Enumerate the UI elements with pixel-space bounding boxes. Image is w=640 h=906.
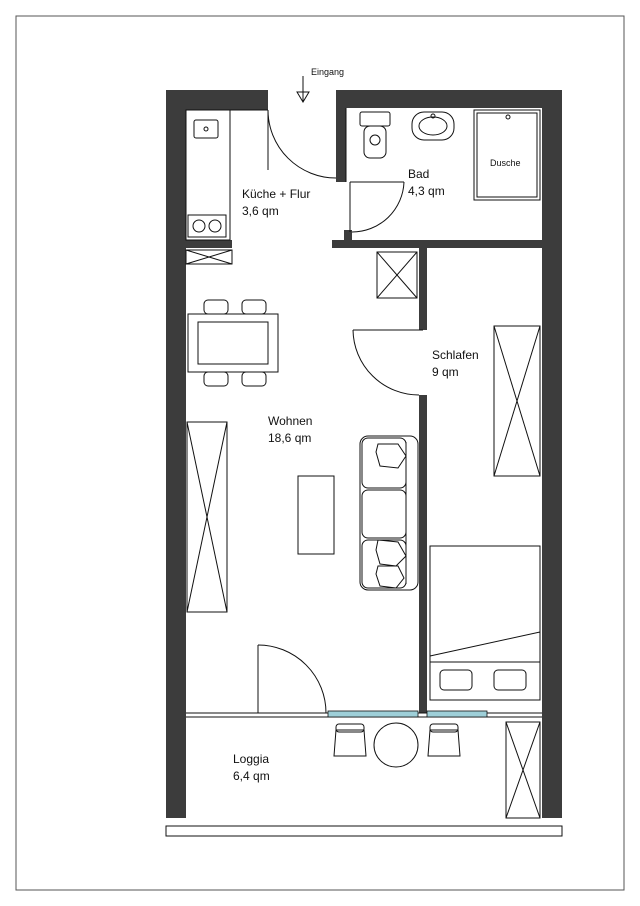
entrance-arrow-icon bbox=[297, 76, 309, 102]
bed bbox=[430, 546, 540, 700]
dining-set bbox=[188, 300, 278, 386]
room-area-wohnen: 18,6 qm bbox=[268, 431, 312, 445]
shower-label: Dusche bbox=[490, 158, 521, 168]
shaft-kitchen bbox=[186, 250, 232, 264]
stove-icon bbox=[188, 215, 226, 237]
wall-bath-corner bbox=[344, 230, 352, 242]
wall-left bbox=[166, 90, 186, 818]
bath-fixtures bbox=[360, 110, 540, 200]
entrance-door-swing bbox=[268, 110, 336, 178]
pillow-icon bbox=[494, 670, 526, 690]
kitchen-counter bbox=[186, 110, 230, 240]
room-name-kueche: Küche + Flur bbox=[242, 187, 311, 201]
bath-door-swing bbox=[352, 182, 404, 232]
wall-right bbox=[542, 90, 562, 818]
chair-icon bbox=[334, 730, 366, 756]
room-name-wohnen: Wohnen bbox=[268, 414, 313, 428]
shaft-bedroom bbox=[377, 252, 417, 298]
entrance-label: Eingang bbox=[311, 67, 345, 77]
bedroom-door-swing bbox=[353, 330, 419, 395]
toilet-icon bbox=[364, 126, 386, 158]
glazing-left bbox=[328, 711, 418, 717]
glazing-right bbox=[427, 711, 487, 717]
wall-entrance-jamb bbox=[336, 90, 346, 182]
cushion-icon bbox=[376, 444, 406, 468]
sofa bbox=[360, 436, 418, 590]
room-area-schlafen: 9 qm bbox=[432, 365, 459, 379]
shower-tray bbox=[474, 110, 540, 200]
wall-partition-lower bbox=[419, 395, 427, 713]
loggia-facade bbox=[186, 711, 542, 717]
room-area-loggia: 6,4 qm bbox=[233, 769, 270, 783]
wall-top-right bbox=[338, 90, 562, 108]
wall-partition-upper bbox=[419, 248, 427, 330]
chair-icon bbox=[204, 372, 228, 386]
coffee-table bbox=[298, 476, 334, 554]
room-labels bbox=[233, 167, 479, 783]
loggia-furniture bbox=[334, 722, 540, 818]
wall-kitchen-stub bbox=[186, 240, 232, 248]
room-area-kueche: 3,6 qm bbox=[242, 204, 279, 218]
room-name-bad: Bad bbox=[408, 167, 430, 181]
dining-table bbox=[188, 314, 278, 372]
cushion-icon bbox=[376, 566, 404, 588]
chair-icon bbox=[242, 300, 266, 314]
loggia-door-swing bbox=[258, 645, 326, 713]
chair-icon bbox=[428, 730, 460, 756]
loggia-parapet bbox=[166, 826, 562, 836]
cushion-icon bbox=[376, 540, 406, 566]
toilet-tank-icon bbox=[360, 112, 390, 126]
round-table bbox=[374, 723, 418, 767]
room-name-loggia: Loggia bbox=[233, 752, 270, 766]
sink-icon bbox=[194, 120, 218, 138]
washbasin-icon bbox=[412, 112, 454, 140]
chair-icon bbox=[242, 372, 266, 386]
room-area-bad: 4,3 qm bbox=[408, 184, 445, 198]
wardrobe-living bbox=[187, 422, 227, 612]
wardrobe-bedroom bbox=[494, 326, 540, 476]
pillow-icon bbox=[440, 670, 472, 690]
wall-bath-bottom bbox=[332, 240, 542, 248]
room-name-schlafen: Schlafen bbox=[432, 348, 479, 362]
chair-icon bbox=[204, 300, 228, 314]
exterior-walls bbox=[166, 90, 562, 818]
interior-walls bbox=[186, 230, 542, 713]
